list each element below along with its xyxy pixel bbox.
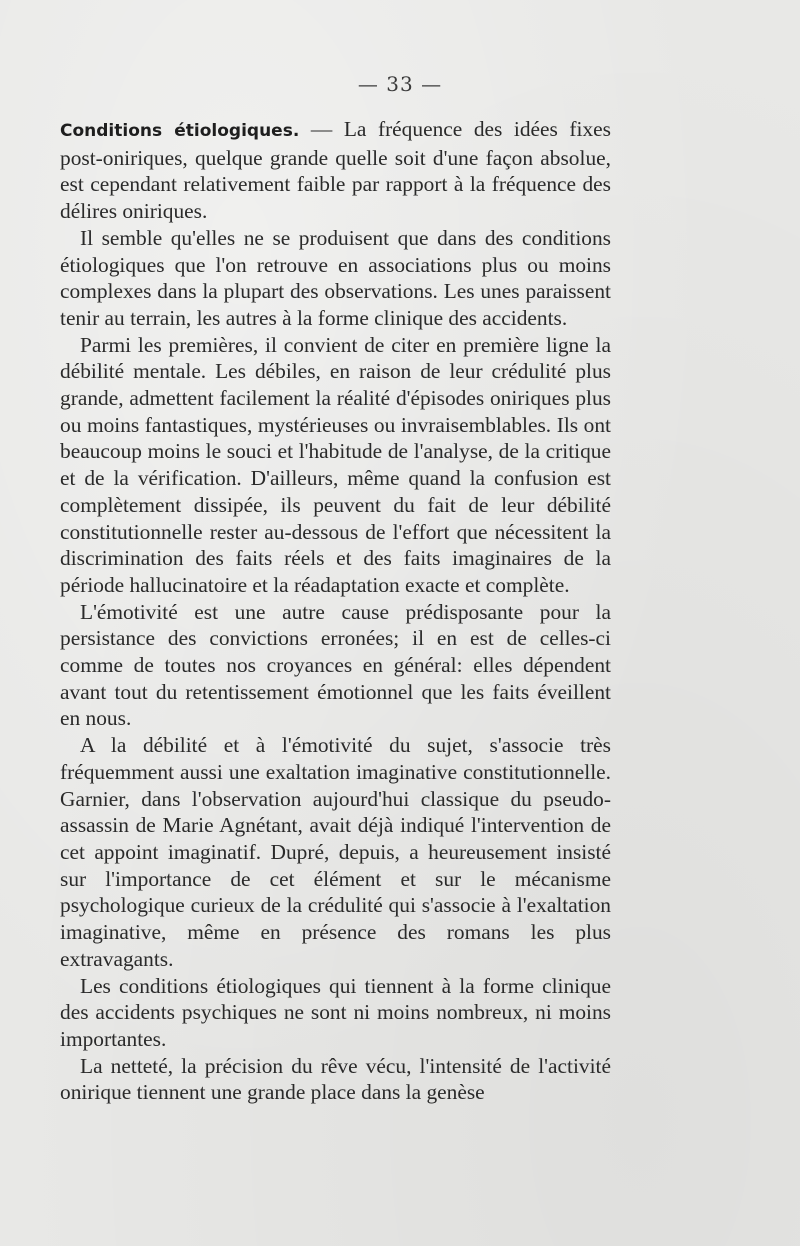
- body-text: [60, 116, 611, 1106]
- section-heading: Conditions étiologiques.: [60, 121, 300, 141]
- page-number: — 33 —: [357, 72, 443, 96]
- paragraph: Parmi les premières, il convient de citer en première ligne la débilité mentale. Les débiles, en raison de leur crédulité plus grande, admettent facilement la réalité d'épisodes oniriques plus ou moins fantastiques, mystérieuses ou invraisemblables. Ils ont beaucoup moins le souci et l'habitude de l'analyse, de la critique et de la vérification. D'ailleurs, même quand la confusion est complètement dissipée, ils peuvent du fait de leur débilité constitutionnelle rester au-dessous de l'effort que nécessitent la discrimination des faits réels et des faits imaginaires de la période hallucinatoire et la réadaptation exacte et complète.: [60, 332, 611, 597]
- paragraph: A la débilité et à l'émotivité du sujet, s'associe très fréquemment aussi une exaltation imaginative constitutionnelle. Garnier, dans l'observation aujourd'hui classique du pseudo-assassin de Marie Agnétant, avait déjà indiqué l'intervention de cet appoint imaginatif. Dupré, depuis, a heureusement insisté sur l'importance de cet élément et sur le mécanisme psychologique curieux de la crédulité qui s'associe à l'exaltation imaginative, même en présence des romans les plus extravagants.: [60, 733, 611, 971]
- paragraph-intro: [60, 116, 611, 225]
- paragraph-intro-text: — La fréquence des idées fixes post-oniriques, quelque grande quelle soit d'une façon absolue, est cependant relativement faible par rapport à la fréquence des délires oniriques.: [60, 117, 611, 224]
- paragraph: Les conditions étiologiques qui tiennent à la forme clinique des accidents psychiques ne sont ni moins nombreux, ni moins importantes.: [60, 973, 611, 1051]
- paragraph: La netteté, la précision du rêve vécu, l'intensité de l'activité onirique tiennent une grande place dans la genèse: [60, 1053, 611, 1105]
- paragraph: Il semble qu'elles ne se produisent que dans des conditions étiologiques que l'on retrouve en associations plus ou moins complexes dans la plupart des observations. Les unes paraissent tenir au terrain, les autres à la forme clinique des accidents.: [60, 225, 611, 330]
- paragraph: L'émotivité est une autre cause prédisposante pour la persistance des convictions erronées; il en est de celles-ci comme de toutes nos croyances en général: elles dépendent avant tout du retentissement émotionnel que les faits éveillent en nous.: [60, 599, 611, 731]
